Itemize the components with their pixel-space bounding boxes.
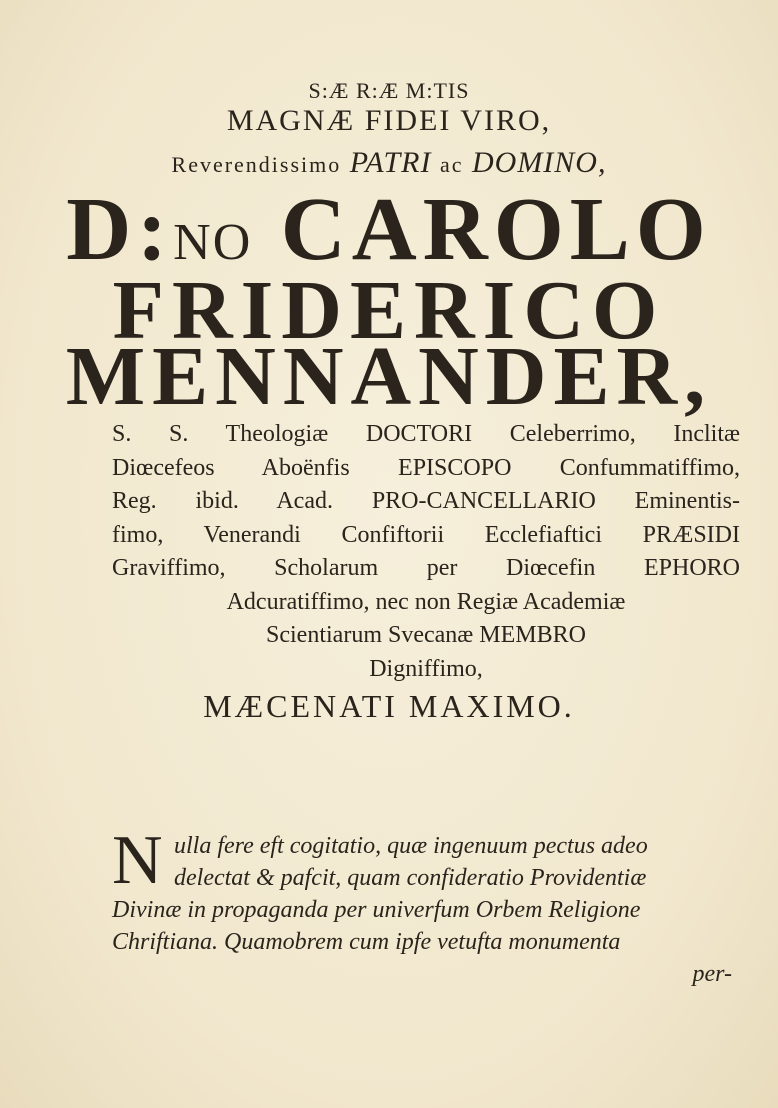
titles-line: Digniffimo,	[369, 655, 483, 682]
title-domino: DOMINO,	[471, 146, 607, 179]
paragraph-line: delectat & pafcit, quam confideratio Providentiæ	[174, 865, 647, 891]
honoree-middle-name: FRIDERICO	[112, 264, 666, 357]
titles-line: Diœcefeos Aboënfis EPISCOPO Confummatiffimo,	[112, 454, 740, 481]
dno-prefix: D:	[66, 180, 174, 279]
titles-line: S. S. Theologiæ DOCTORI Celeberrimo, Inclitæ	[112, 421, 740, 447]
title-ac: ac	[439, 152, 464, 177]
titles-line: Reg. ibid. Acad. PRO-CANCELLARIO Eminentis-	[112, 488, 740, 514]
paragraph-line: Divinæ in propaganda per univerfum Orbem Religione	[112, 897, 641, 923]
titles-line: fimo, Venerandi Confiftorii Ecclefiaftici PRÆSIDI	[112, 521, 740, 548]
titles-line: Adcuratiffimo, nec non Regiæ Academiæ	[226, 588, 626, 615]
title-reverend: Reverendissimo	[171, 152, 342, 177]
dedication-paragraph	[112, 822, 752, 990]
title-line-1: S:Æ R:Æ M:TIS	[308, 78, 470, 103]
title-line-2: MAGNÆ FIDEI VIRO,	[226, 104, 552, 137]
honoree-surname: MENNANDER,	[65, 330, 713, 423]
drop-cap: N	[112, 822, 163, 899]
titles-line: Scientiarum Svecanæ MEMBRO	[266, 622, 586, 648]
title-patri: PATRI	[349, 146, 432, 179]
paragraph-line: ulla fere eft cogitatio, quæ ingenuum pectus adeo	[174, 833, 648, 859]
honoree-first-name: CAROLO	[280, 180, 712, 279]
catchword: per-	[692, 961, 732, 987]
dedication-line: MÆCENATI MAXIMO.	[203, 688, 575, 724]
title-line-3	[0, 146, 778, 180]
titles-line: Graviffimo, Scholarum per Diœcefin EPHORO	[112, 555, 740, 581]
dno-small: NO	[173, 214, 253, 271]
titles-block	[112, 418, 740, 686]
paragraph-line: Chriftiana. Quamobrem cum ipfe vetufta monumenta	[112, 929, 621, 955]
